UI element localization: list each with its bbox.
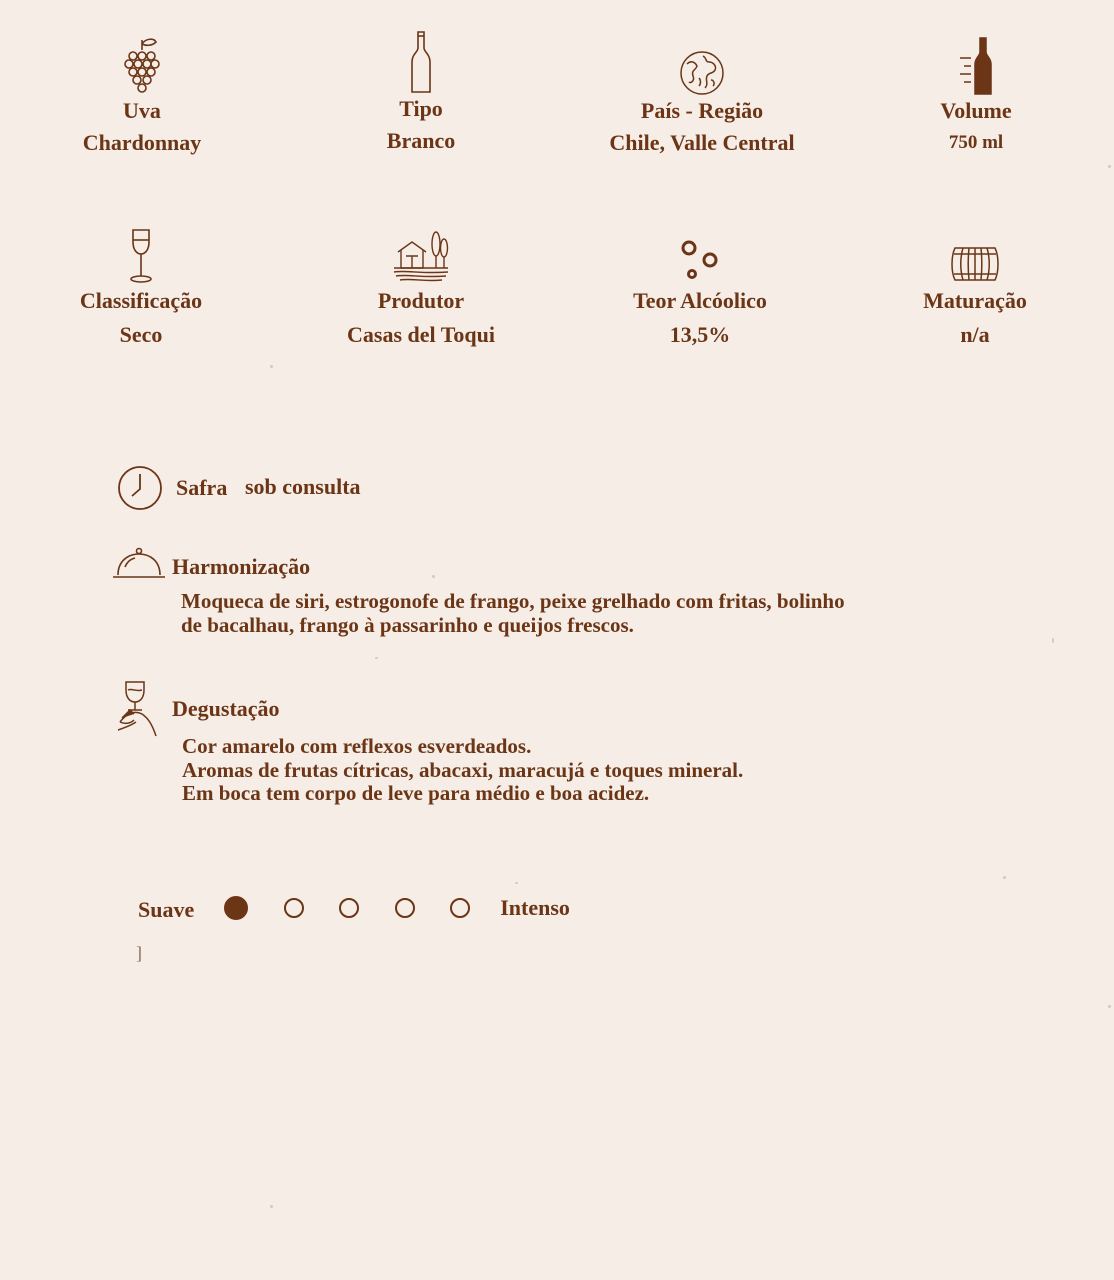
spec-label: Maturação <box>923 288 1027 313</box>
intensity-dot <box>395 898 415 918</box>
text-line: Em boca tem corpo de leve para médio e boa acidez. <box>182 781 650 805</box>
harmonizacao-title: Harmonização <box>172 554 311 579</box>
bottle-filled-icon <box>956 36 996 96</box>
spec-value: n/a <box>960 322 990 347</box>
spec-value: 750 ml <box>948 132 1004 153</box>
degustacao-text <box>182 735 743 806</box>
intensity-dot <box>450 898 470 918</box>
spec-label: Volume <box>940 98 1012 123</box>
wine-glass-icon <box>128 228 154 284</box>
spec-value: 13,5% <box>669 322 731 347</box>
intensity-dot <box>284 898 304 918</box>
clock-icon <box>117 465 163 511</box>
spec-label: País - Região <box>640 98 764 123</box>
harmonizacao-text <box>181 590 845 637</box>
spec-label: Uva <box>123 98 161 123</box>
spec-grape <box>22 34 262 156</box>
spec-value: Seco <box>119 322 163 347</box>
spec-label: Classificação <box>79 288 203 313</box>
bottle-outline-icon <box>409 30 433 94</box>
intensity-scale <box>138 893 570 923</box>
spec-region <box>582 34 822 156</box>
text-line: Moqueca de siri, estrogonofe de frango, peixe grelhado com fritas, bolinho <box>181 589 845 613</box>
degustacao-title: Degustação <box>172 696 280 721</box>
cloche-icon <box>112 547 166 581</box>
spec-label: Produtor <box>377 288 465 313</box>
spec-maturation <box>855 222 1095 348</box>
scale-max-label: Intenso <box>500 895 570 920</box>
safra-value: sob consulta <box>245 474 361 499</box>
spec-value: Chile, Valle Central <box>609 130 795 155</box>
winery-icon <box>392 228 450 284</box>
spec-producer <box>301 222 541 348</box>
bubbles-icon <box>678 236 722 284</box>
spec-label: Teor Alcóolico <box>633 288 767 313</box>
barrel-icon <box>949 244 1001 284</box>
spec-alcohol <box>580 222 820 348</box>
stray-mark: ] <box>136 943 142 963</box>
scale-min-label: Suave <box>138 897 195 922</box>
text-line: Aromas de frutas cítricas, abacaxi, maracujá e toques mineral. <box>182 757 744 782</box>
spec-value: Branco <box>386 128 456 153</box>
spec-classification <box>21 222 261 348</box>
safra-label: Safra <box>176 475 228 500</box>
grape-icon <box>122 36 162 96</box>
text-line: de bacalhau, frango à passarinho e queijos frescos. <box>181 612 634 637</box>
tasting-icon <box>116 680 162 740</box>
intensity-dot <box>224 896 248 920</box>
text-line: Cor amarelo com reflexos esverdeados. <box>182 734 532 758</box>
spec-value: Chardonnay <box>82 130 202 155</box>
intensity-dot <box>339 898 359 918</box>
spec-volume <box>856 34 1096 156</box>
spec-label: Tipo <box>399 96 443 121</box>
globe-icon <box>679 50 725 96</box>
spec-type <box>301 32 541 154</box>
spec-value: Casas del Toqui <box>347 322 495 347</box>
